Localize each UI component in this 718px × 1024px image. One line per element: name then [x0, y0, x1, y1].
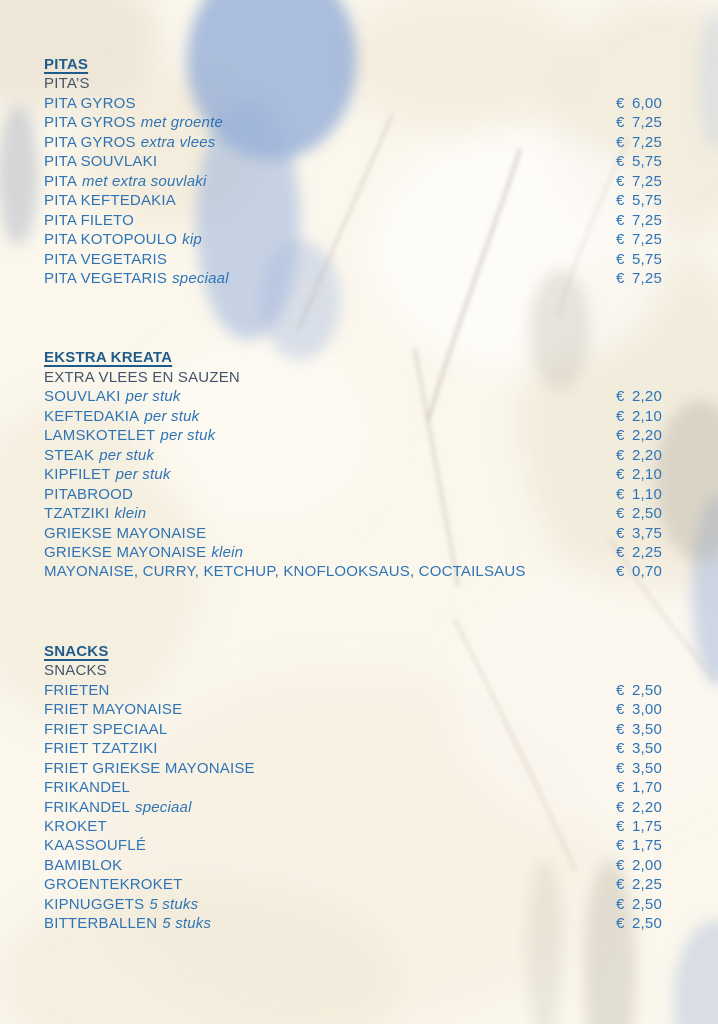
- item-price: [616, 172, 662, 191]
- menu-item-row: [44, 446, 662, 465]
- item-name: FRIET TZATZIKI: [44, 740, 158, 758]
- item-name: MAYONAISE, CURRY, KETCHUP, KNOFLOOKSAUS, COCTAILSAUS: [44, 563, 526, 581]
- price-amount: 1,75: [632, 817, 662, 835]
- item-price: [616, 504, 662, 523]
- price-amount: 1,70: [632, 779, 662, 797]
- menu-item-row: [44, 856, 662, 875]
- price-amount: 2,50: [632, 895, 662, 913]
- menu-item-row: [44, 720, 662, 739]
- price-amount: 1,10: [632, 485, 662, 503]
- price-amount: 6,00: [632, 94, 662, 112]
- euro-sign: €: [616, 269, 625, 287]
- euro-sign: €: [616, 895, 625, 913]
- item-note: klein: [211, 543, 244, 561]
- item-price: [616, 407, 662, 426]
- menu-item-row: [44, 700, 662, 719]
- item-name: FRIKANDEL: [44, 779, 130, 797]
- item-name: PITA GYROS: [44, 133, 136, 151]
- item-note: speciaal: [172, 269, 229, 287]
- item-price: [616, 798, 662, 817]
- euro-sign: €: [616, 388, 625, 406]
- item-name: FRIET SPECIAAL: [44, 720, 168, 738]
- menu-item-row: [44, 133, 662, 152]
- item-price: [616, 817, 662, 836]
- euro-sign: €: [616, 172, 625, 190]
- euro-sign: €: [616, 856, 625, 874]
- menu-item-row: [44, 524, 662, 543]
- item-price: [616, 94, 662, 113]
- item-price: [616, 700, 662, 719]
- item-note: 5 stuks: [162, 915, 212, 933]
- euro-sign: €: [616, 407, 625, 425]
- price-amount: 2,50: [632, 915, 662, 933]
- price-amount: 3,75: [632, 524, 662, 542]
- item-name: PITA VEGETARIS: [44, 250, 168, 268]
- section-subheading: EXTRA VLEES EN SAUZEN: [44, 368, 240, 386]
- menu-item-row: [44, 485, 662, 504]
- section-items: [44, 681, 662, 934]
- item-note: per stuk: [115, 466, 171, 484]
- euro-sign: €: [616, 720, 625, 738]
- euro-sign: €: [616, 427, 625, 445]
- price-amount: 2,50: [632, 681, 662, 699]
- item-name: PITA KEFTEDAKIA: [44, 192, 176, 210]
- price-amount: 2,20: [632, 798, 662, 816]
- price-amount: 2,50: [632, 505, 662, 523]
- price-amount: 2,20: [632, 388, 662, 406]
- euro-sign: €: [616, 153, 625, 171]
- euro-sign: €: [616, 211, 625, 229]
- item-name: KIPFILET: [44, 466, 111, 484]
- item-price: [616, 269, 662, 288]
- menu-item-row: [44, 426, 662, 445]
- item-note: met extra souvlaki: [82, 172, 207, 190]
- item-price: [616, 759, 662, 778]
- section-heading: SNACKS: [44, 642, 109, 660]
- price-amount: 7,25: [632, 172, 662, 190]
- menu-item-row: [44, 504, 662, 523]
- menu-item-row: [44, 191, 662, 210]
- price-amount: 7,25: [632, 231, 662, 249]
- section-heading: EKSTRA KREATA: [44, 349, 173, 367]
- item-price: [616, 113, 662, 132]
- euro-sign: €: [616, 740, 625, 758]
- price-amount: 1,75: [632, 837, 662, 855]
- item-price: [616, 211, 662, 230]
- section-items: [44, 387, 662, 582]
- menu-item-row: [44, 543, 662, 562]
- euro-sign: €: [616, 114, 625, 132]
- menu-item-row: [44, 681, 662, 700]
- menu-item-row: [44, 739, 662, 758]
- euro-sign: €: [616, 485, 625, 503]
- menu-item-row: [44, 759, 662, 778]
- euro-sign: €: [616, 837, 625, 855]
- euro-sign: €: [616, 779, 625, 797]
- item-price: [616, 856, 662, 875]
- item-price: [616, 875, 662, 894]
- item-price: [616, 426, 662, 445]
- item-note: per stuk: [99, 446, 155, 464]
- price-amount: 3,50: [632, 759, 662, 777]
- item-price: [616, 250, 662, 269]
- euro-sign: €: [616, 543, 625, 561]
- price-amount: 7,25: [632, 114, 662, 132]
- price-amount: 5,75: [632, 192, 662, 210]
- price-amount: 2,25: [632, 543, 662, 561]
- price-amount: 3,00: [632, 701, 662, 719]
- item-price: [616, 543, 662, 562]
- euro-sign: €: [616, 915, 625, 933]
- menu-item-row: [44, 152, 662, 171]
- item-name: GRIEKSE MAYONAISE: [44, 524, 207, 542]
- euro-sign: €: [616, 524, 625, 542]
- item-name: PITA VEGETARIS: [44, 269, 168, 287]
- item-name: LAMSKOTELET: [44, 427, 156, 445]
- item-price: [616, 152, 662, 171]
- menu-item-row: [44, 387, 662, 406]
- price-amount: 7,25: [632, 133, 662, 151]
- euro-sign: €: [616, 876, 625, 894]
- price-amount: 3,50: [632, 720, 662, 738]
- item-price: [616, 133, 662, 152]
- price-amount: 5,75: [632, 250, 662, 268]
- item-name: KIPNUGGETS: [44, 895, 145, 913]
- item-name: PITA GYROS: [44, 94, 136, 112]
- item-name: FRIET MAYONAISE: [44, 701, 183, 719]
- item-name: PITA SOUVLAKI: [44, 153, 158, 171]
- item-name: GRIEKSE MAYONAISE: [44, 543, 207, 561]
- menu-item-row: [44, 817, 662, 836]
- euro-sign: €: [616, 701, 625, 719]
- menu-item-row: [44, 250, 662, 269]
- price-amount: 2,25: [632, 876, 662, 894]
- euro-sign: €: [616, 563, 625, 581]
- item-name: PITA: [44, 172, 78, 190]
- menu-item-row: [44, 94, 662, 113]
- menu-item-row: [44, 230, 662, 249]
- menu-item-row: [44, 269, 662, 288]
- menu-content: [44, 55, 662, 994]
- item-note: klein: [114, 505, 147, 523]
- item-price: [616, 562, 662, 581]
- price-amount: 5,75: [632, 153, 662, 171]
- item-name: PITA KOTOPOULO: [44, 231, 178, 249]
- item-name: FRIKANDEL: [44, 798, 130, 816]
- item-name: BITTERBALLEN: [44, 915, 158, 933]
- price-amount: 2,20: [632, 446, 662, 464]
- euro-sign: €: [616, 759, 625, 777]
- price-amount: 2,10: [632, 466, 662, 484]
- item-price: [616, 387, 662, 406]
- item-price: [616, 836, 662, 855]
- item-name: GROENTEKROKET: [44, 876, 183, 894]
- price-amount: 2,20: [632, 427, 662, 445]
- item-price: [616, 895, 662, 914]
- menu-item-row: [44, 836, 662, 855]
- item-price: [616, 230, 662, 249]
- price-amount: 2,00: [632, 856, 662, 874]
- item-price: [616, 778, 662, 797]
- item-name: KROKET: [44, 817, 107, 835]
- item-note: speciaal: [135, 798, 192, 816]
- euro-sign: €: [616, 231, 625, 249]
- price-amount: 7,25: [632, 211, 662, 229]
- item-name: KAASSOUFLÉ: [44, 837, 147, 855]
- menu-section-snacks: [44, 642, 662, 934]
- item-name: SOUVLAKI: [44, 388, 121, 406]
- section-subheading: PITA’S: [44, 75, 90, 93]
- menu-item-row: [44, 407, 662, 426]
- euro-sign: €: [616, 446, 625, 464]
- euro-sign: €: [616, 133, 625, 151]
- euro-sign: €: [616, 250, 625, 268]
- item-price: [616, 681, 662, 700]
- item-price: [616, 720, 662, 739]
- euro-sign: €: [616, 192, 625, 210]
- euro-sign: €: [616, 466, 625, 484]
- item-name: PITA FILETO: [44, 211, 135, 229]
- menu-item-row: [44, 113, 662, 132]
- item-note: 5 stuks: [149, 895, 199, 913]
- item-name: FRIET GRIEKSE MAYONAISE: [44, 759, 255, 777]
- item-note: per stuk: [144, 407, 200, 425]
- item-price: [616, 191, 662, 210]
- item-name: PITABROOD: [44, 485, 134, 503]
- euro-sign: €: [616, 505, 625, 523]
- price-amount: 0,70: [632, 563, 662, 581]
- menu-item-row: [44, 778, 662, 797]
- item-note: met groente: [140, 114, 223, 132]
- item-price: [616, 465, 662, 484]
- item-note: kip: [182, 231, 202, 249]
- euro-sign: €: [616, 94, 625, 112]
- euro-sign: €: [616, 798, 625, 816]
- menu-item-row: [44, 172, 662, 191]
- item-price: [616, 485, 662, 504]
- menu-item-row: [44, 914, 662, 933]
- section-subheading: SNACKS: [44, 662, 107, 680]
- item-note: extra vlees: [140, 133, 216, 151]
- item-price: [616, 739, 662, 758]
- item-price: [616, 524, 662, 543]
- item-name: BAMIBLOK: [44, 856, 123, 874]
- item-note: per stuk: [125, 388, 181, 406]
- item-name: FRIETEN: [44, 681, 110, 699]
- menu-item-row: [44, 562, 662, 581]
- menu-section-ekstra-kreata: [44, 348, 662, 581]
- menu-item-row: [44, 211, 662, 230]
- menu-item-row: [44, 895, 662, 914]
- menu-item-row: [44, 798, 662, 817]
- item-name: PITA GYROS: [44, 114, 136, 132]
- item-price: [616, 914, 662, 933]
- section-items: [44, 94, 662, 289]
- item-name: TZATZIKI: [44, 505, 110, 523]
- price-amount: 2,10: [632, 407, 662, 425]
- price-amount: 7,25: [632, 269, 662, 287]
- price-amount: 3,50: [632, 740, 662, 758]
- euro-sign: €: [616, 817, 625, 835]
- item-note: per stuk: [160, 427, 216, 445]
- item-price: [616, 446, 662, 465]
- item-name: KEFTEDAKIA: [44, 407, 140, 425]
- menu-item-row: [44, 465, 662, 484]
- section-heading: PITAS: [44, 56, 89, 73]
- euro-sign: €: [616, 681, 625, 699]
- item-name: STEAK: [44, 446, 95, 464]
- menu-item-row: [44, 875, 662, 894]
- menu-section-pitas: [44, 55, 662, 288]
